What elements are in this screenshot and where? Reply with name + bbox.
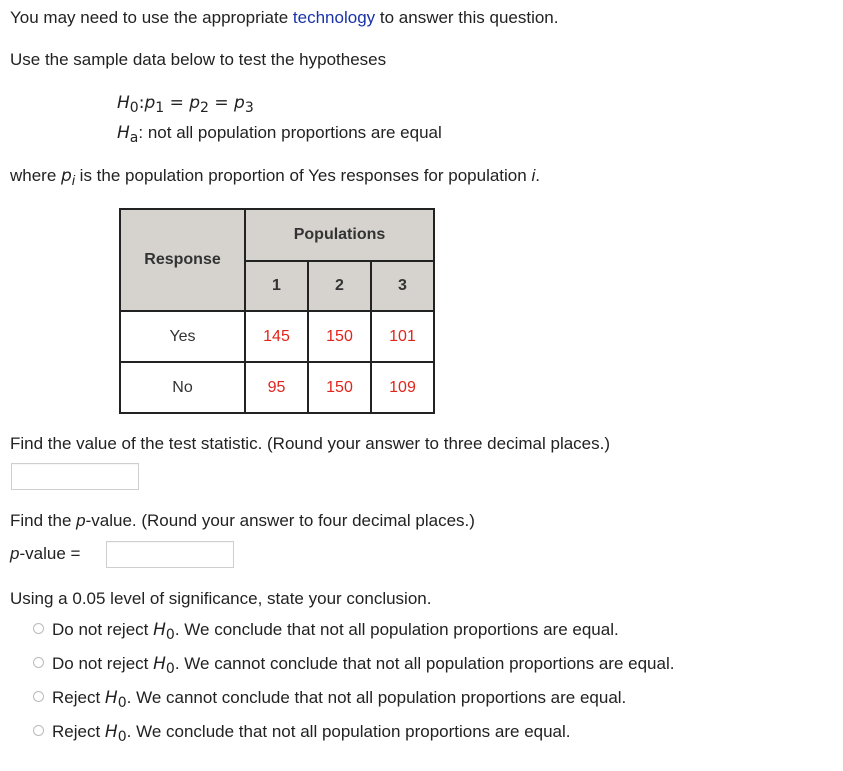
cell-value: 95 [245, 362, 308, 413]
response-header: Response [120, 209, 245, 311]
cell-value: 101 [371, 311, 434, 362]
p-value-label: p-value = [10, 544, 81, 563]
table-row [120, 311, 434, 362]
cell-value: 150 [308, 311, 371, 362]
p-value-input[interactable] [106, 541, 234, 568]
test-statistic-input[interactable] [11, 463, 139, 490]
column-header: 3 [371, 261, 434, 311]
populations-header: Populations [245, 209, 434, 261]
alternative-hypothesis: $H_a$: not all population proportions are equal [117, 123, 442, 146]
conclusion-option-3[interactable]: Reject $H_0$. We cannot conclude that not all population proportions are equal. [33, 688, 626, 708]
radio-button[interactable] [33, 657, 44, 668]
conclusion-option-4[interactable]: Reject $H_0$. We conclude that not all population proportions are equal. [33, 722, 571, 742]
row-label: Yes [120, 311, 245, 362]
null-hypothesis: $H_0:p_1 = p_2 = p_3$ [117, 93, 254, 116]
cell-value: 109 [371, 362, 434, 413]
radio-button[interactable] [33, 725, 44, 736]
conclusion-option-1[interactable]: Do not reject $H_0$. We conclude that not all population proportions are equal. [33, 620, 619, 640]
radio-button[interactable] [33, 691, 44, 702]
column-header: 1 [245, 261, 308, 311]
table-row [120, 362, 434, 413]
data-table [119, 208, 435, 414]
conclusion-question: Using a 0.05 level of significance, state your conclusion. [10, 589, 432, 608]
test-statistic-question: Find the value of the test statistic. (Round your answer to three decimal places.) [10, 434, 611, 453]
row-label: No [120, 362, 245, 413]
instruction-text: Use the sample data below to test the hypotheses [10, 50, 387, 69]
column-header: 2 [308, 261, 371, 311]
p-value-question: Find the p-value. (Round your answer to four decimal places.) [10, 511, 475, 530]
technology-link[interactable]: technology [292, 8, 376, 27]
intro-text: You may need to use the appropriate technology to answer this question. [10, 8, 559, 27]
conclusion-option-2[interactable]: Do not reject $H_0$. We cannot conclude that not all population proportions are equal. [33, 654, 674, 674]
definition-text: where $p_i$ is the population proportion of Yes responses for population i. [10, 166, 540, 188]
cell-value: 150 [308, 362, 371, 413]
cell-value: 145 [245, 311, 308, 362]
radio-button[interactable] [33, 623, 44, 634]
